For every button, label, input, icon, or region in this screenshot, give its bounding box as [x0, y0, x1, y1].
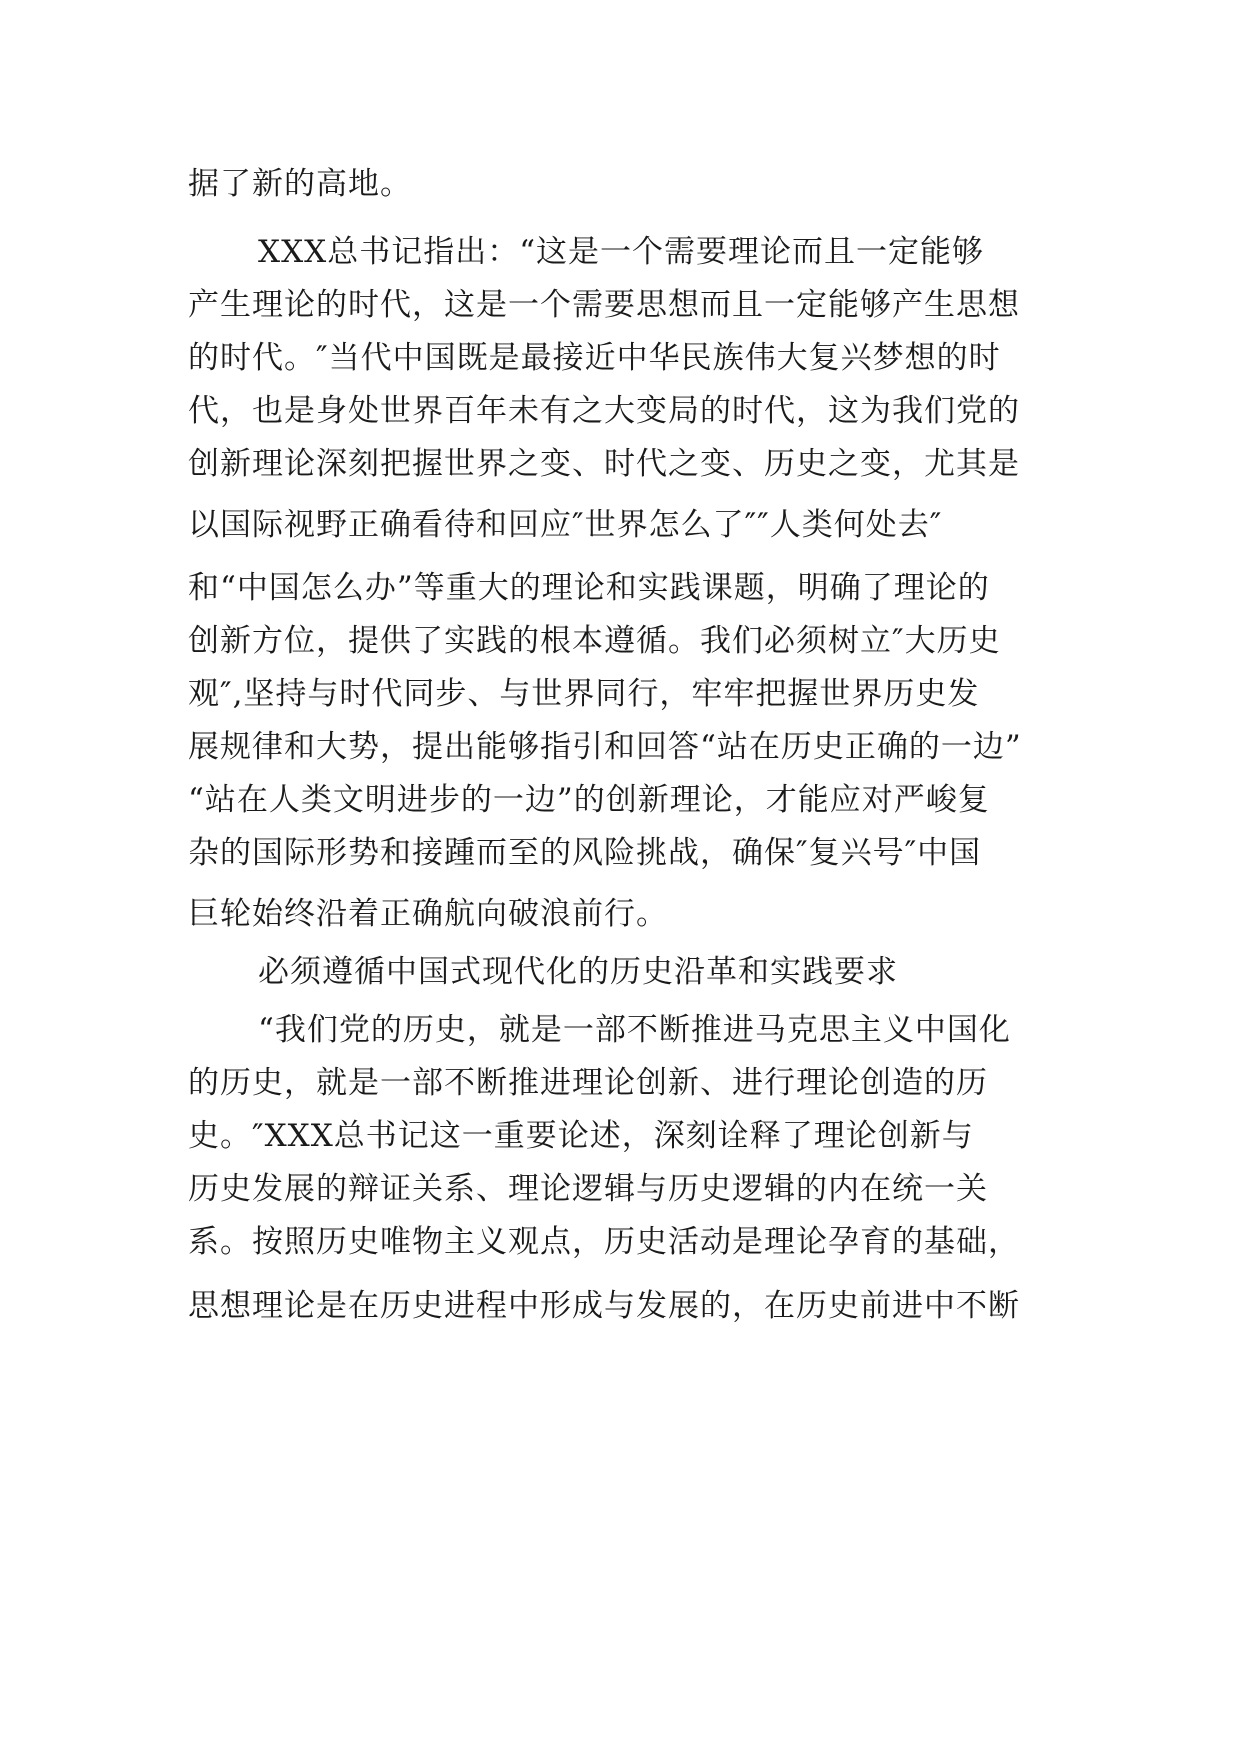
text-line: “我们党的历史，就是一部不断推进马克思主义中国化: [258, 1012, 1011, 1048]
text-line: 观″,坚持与时代同步、与世界同行，牢牢把握世界历史发: [188, 676, 980, 712]
text-line: 产生理论的时代，这是一个需要思想而且一定能够产生思想: [188, 287, 1020, 323]
text-line: 的历史，就是一部不断推进理论创新、进行理论创造的历: [188, 1065, 988, 1101]
section-heading: 必须遵循中国式现代化的历史沿革和实践要求: [258, 954, 898, 990]
text-line: 系。按照历史唯物主义观点，历史活动是理论孕育的基础，: [188, 1224, 1020, 1260]
text-line: 历史发展的辩证关系、理论逻辑与历史逻辑的内在统一关: [188, 1171, 988, 1207]
text-line: 杂的国际形势和接踵而至的风险挑战，确保″复兴号″中国: [188, 835, 982, 871]
text-line: 据了新的高地。: [188, 166, 412, 202]
text-line: 展规律和大势，提出能够指引和回答“站在历史正确的一边”: [188, 729, 1022, 765]
text-line: 巨轮始终沿着正确航向破浪前行。: [188, 896, 668, 932]
text-line: 的时代。″当代中国既是最接近中华民族伟大复兴梦想的时: [188, 340, 1001, 376]
text-line: 创新理论深刻把握世界之变、时代之变、历史之变，尤其是: [188, 446, 1020, 482]
text-line: 思想理论是在历史进程中形成与发展的，在历史前进中不断: [188, 1288, 1020, 1324]
text-line: 史。″XXX总书记这一重要论述，深刻诠释了理论创新与: [188, 1118, 974, 1154]
text-line: 代，也是身处世界百年未有之大变局的时代，这为我们党的: [188, 393, 1020, 429]
text-line: “站在人类文明进步的一边”的创新理论，才能应对严峻复: [188, 782, 990, 818]
text-line: 以国际视野正确看待和回应″世界怎么了″″人类何处去″: [188, 507, 943, 543]
text-line: 创新方位，提供了实践的根本遵循。我们必须树立″大历史: [188, 623, 1001, 659]
text-line: XXX总书记指出：“这是一个需要理论而且一定能够: [258, 234, 985, 270]
text-line: 和“中国怎么办”等重大的理论和实践课题，明确了理论的: [188, 570, 990, 606]
